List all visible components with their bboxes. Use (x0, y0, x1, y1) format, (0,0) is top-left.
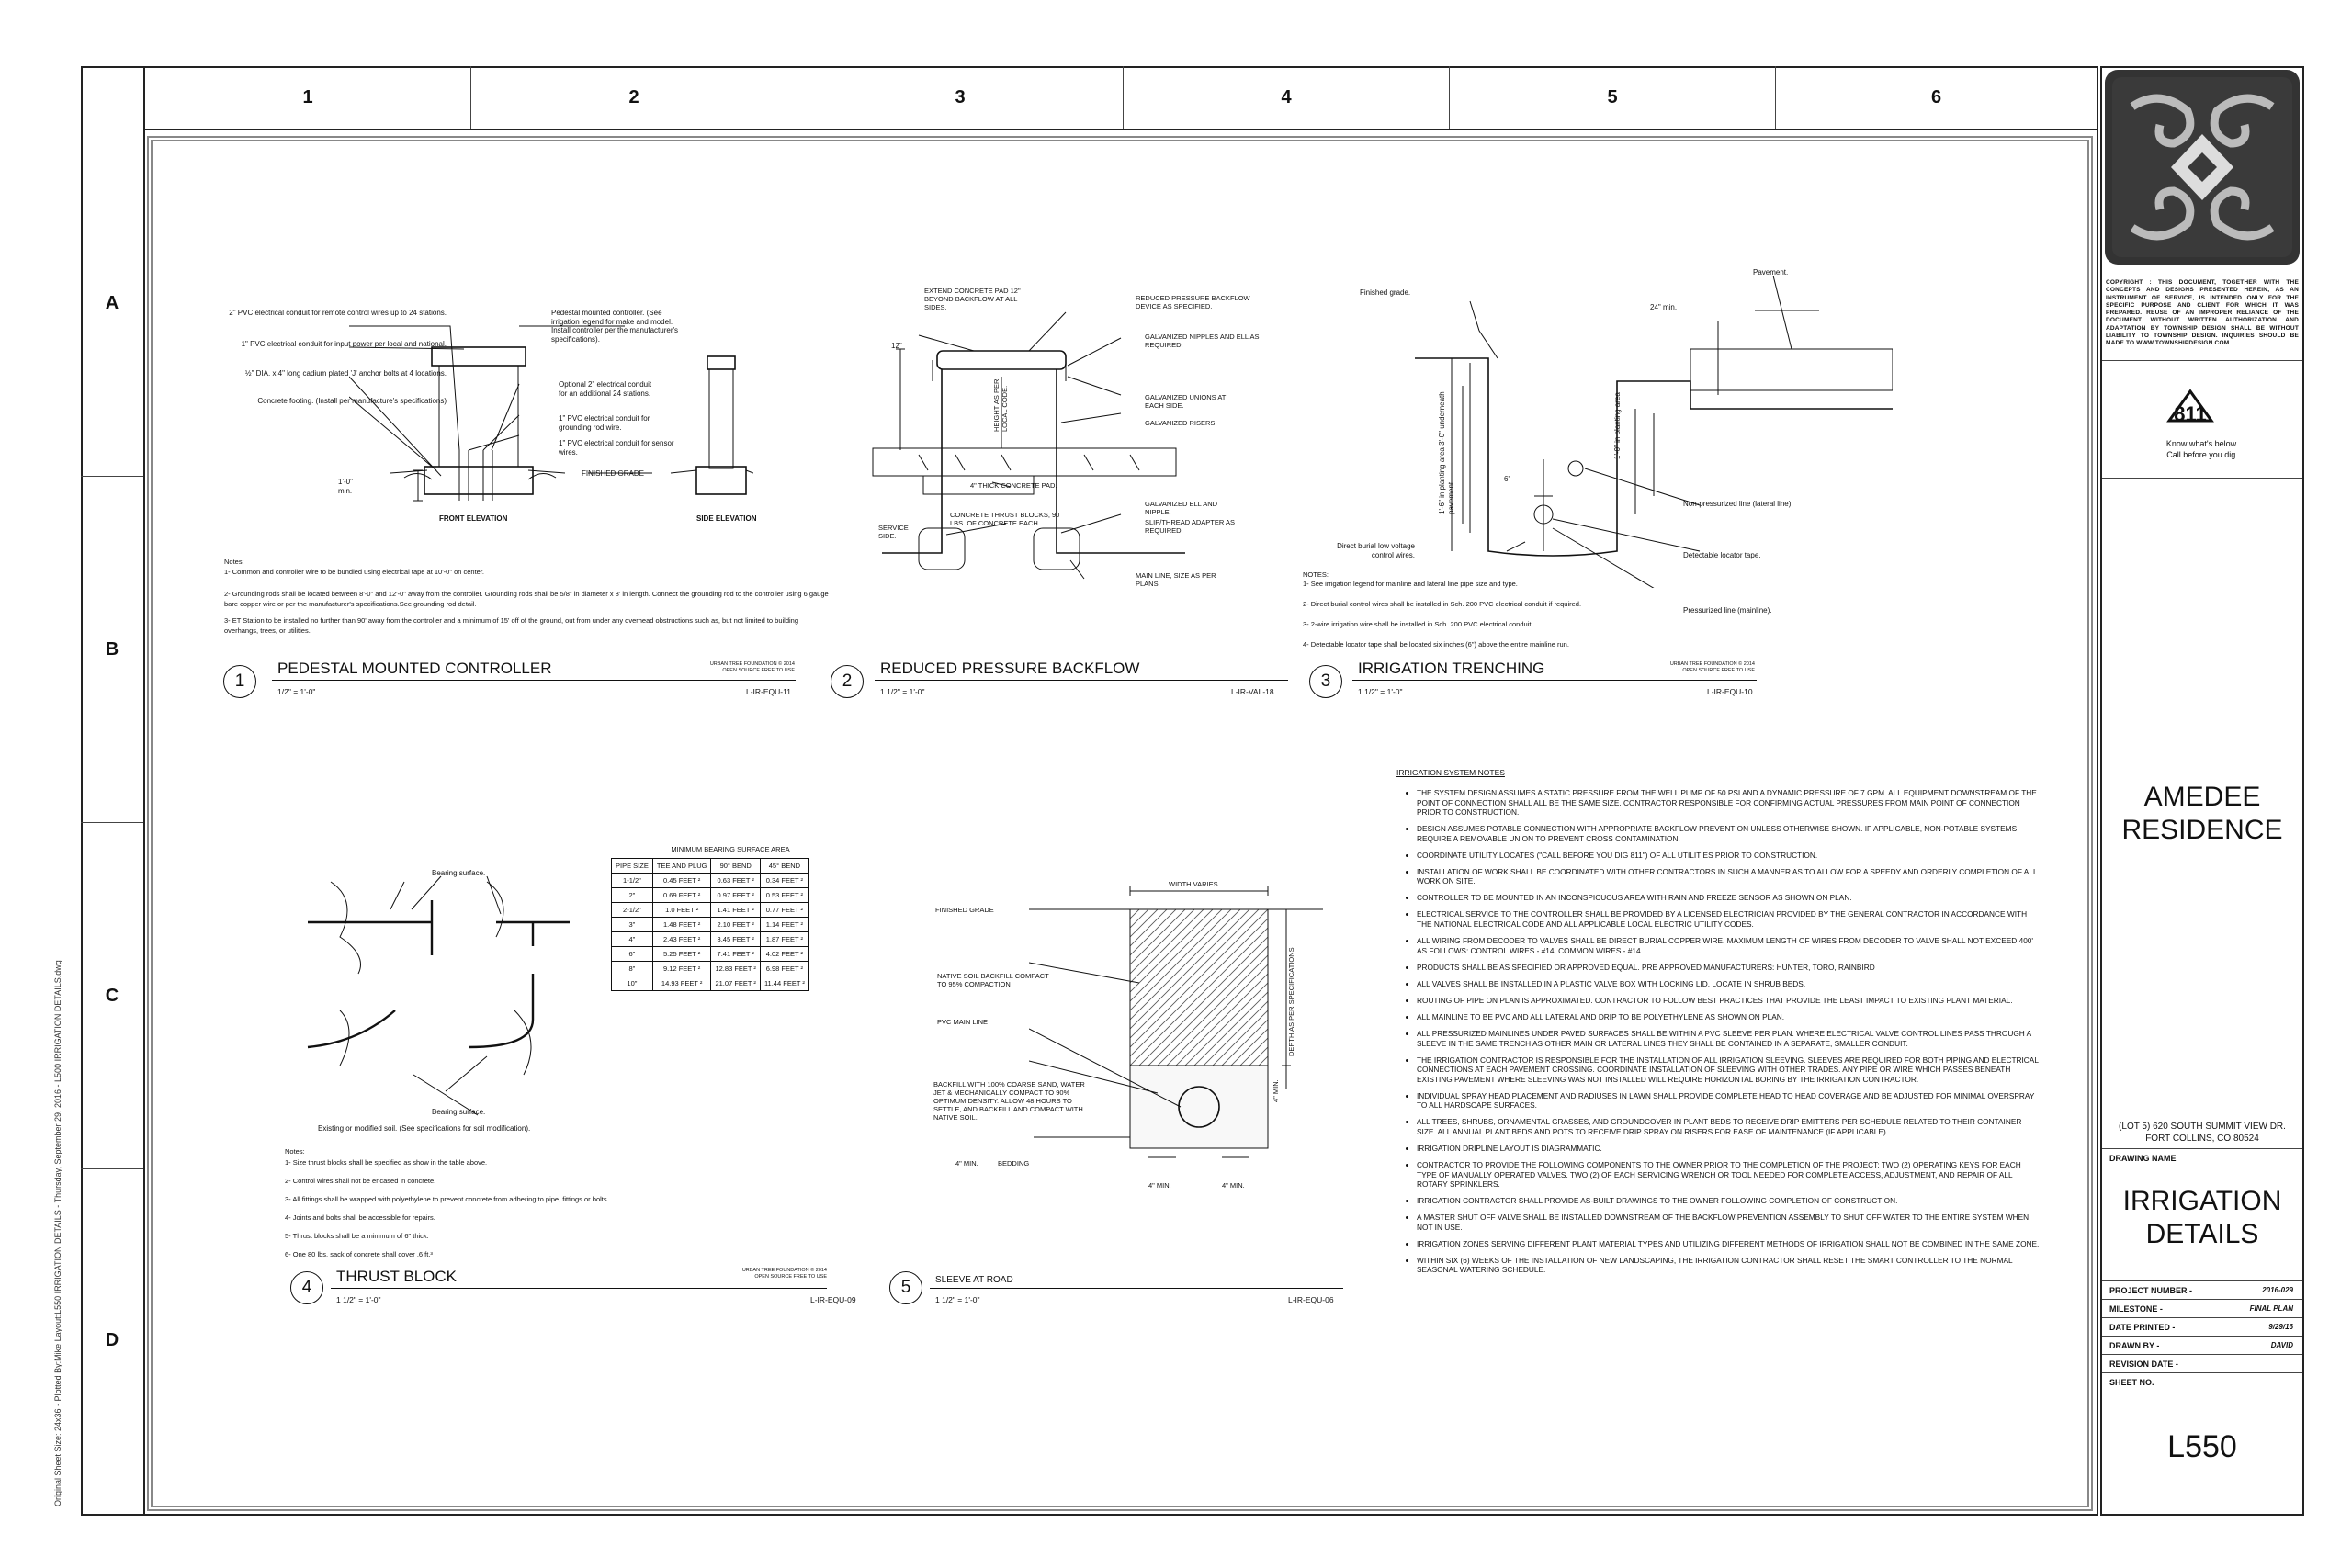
d5-label: 4" MIN. (956, 1159, 978, 1168)
row-grid-band (81, 66, 145, 1516)
address-line: FORT COLLINS, CO 80524 (2145, 1134, 2259, 1144)
system-note: • DESIGN ASSUMES POTABLE CONNECTION WITH APPROPRIATE BACKFLOW PREVENTION UNLESS OTHERWISE SHOWN. IF APPLICABLE, NON-POTABLE SYSTEMS REQUIRE A REMOVABLE UNION TO PREVENT CROSS CONTAMINATION. (1417, 824, 2040, 843)
table-cell: 7.41 FEET ² (711, 947, 760, 962)
d1-label: Pedestal mounted controller. (See irrigation legend for make and model. Install controller per the manufacturer's specifications). (551, 309, 679, 344)
system-note: • IRRIGATION ZONES SERVING DIFFERENT PLANT MATERIAL TYPES AND UTILIZING DIFFERENT METHODS OF IRRIGATION SHALL NOT BE COMBINED IN THE SAME ZONE. (1417, 1239, 2040, 1249)
drawn-by-row (2109, 1341, 2293, 1350)
bearing-table-title: MINIMUM BEARING SURFACE AREA (671, 845, 790, 853)
d3-label: Direct burial low voltage control wires. (1337, 542, 1415, 559)
grid-row-label: B (81, 477, 143, 823)
field-value: FINAL PLAN (2249, 1304, 2293, 1313)
table-cell: 9.12 FEET ² (652, 962, 711, 976)
d2-label: GALVANIZED UNIONS AT EACH SIDE. (1145, 393, 1227, 410)
plug-pipe (496, 922, 570, 946)
d4-label: Bearing surface. (432, 869, 486, 877)
project-address (2106, 1121, 2299, 1145)
detail-title: PEDESTAL MOUNTED CONTROLLER (277, 660, 552, 677)
tee-pipe (308, 900, 432, 955)
table-cell: 1.48 FEET ² (652, 918, 711, 932)
d4-note: 1- Size thrust blocks shall be specified as show in the table above. (285, 1158, 488, 1167)
d5-label: PVC MAIN LINE (937, 1018, 989, 1026)
d4-note: 5- Thrust blocks shall be a minimum of 6" thick. (285, 1232, 429, 1240)
table-header: 45° BEND (760, 859, 808, 874)
table-cell: 0.97 FEET ² (711, 888, 760, 903)
field-label: MILESTONE - (2109, 1304, 2163, 1314)
leader-lines (412, 876, 501, 1115)
table-cell: 6.98 FEET ² (760, 962, 808, 976)
system-note: • COORDINATE UTILITY LOCATES ("CALL BEFORE YOU DIG 811") OF ALL UTILITIES PRIOR TO CONSTRUCTION. (1417, 851, 2040, 861)
plot-stamp (53, 960, 72, 1516)
table-cell: 14.93 FEET ² (652, 976, 711, 991)
milestone-row (2109, 1304, 2293, 1314)
table-cell: 8" (612, 962, 653, 976)
detail-scale: 1 1/2" = 1'-0" (336, 1295, 381, 1304)
concrete-footing (424, 467, 533, 494)
date-printed-row (2109, 1323, 2293, 1332)
drawing-name (2106, 1185, 2299, 1251)
drawing-name-line: DETAILS (2145, 1219, 2259, 1249)
table-cell: 1.14 FEET ² (760, 918, 808, 932)
system-note: • ROUTING OF PIPE ON PLAN IS APPROXIMATED. CONTRACTOR TO FOLLOW BEST PRACTICES THAT PROVIDE THE LEAST IMPACT TO EXISTING PLANT MATERIAL. (1417, 996, 2040, 1006)
system-note: • A MASTER SHUT OFF VALVE SHALL BE INSTALLED DOWNSTREAM OF THE BACKFLOW PREVENTION ASSEMBLY TO SHUT OFF WATER TO THE ENTIRE SYSTEM WHEN NOT IN USE. (1417, 1213, 2040, 1232)
detail-code: L-IR-VAL-18 (1231, 687, 1274, 696)
title-divider (2102, 1372, 2302, 1373)
detail-number: 4 (290, 1271, 323, 1304)
table-cell: 3" (612, 918, 653, 932)
conduits (459, 450, 492, 501)
copyright-notice: COPYRIGHT : THIS DOCUMENT, TOGETHER WITH THE CONCEPTS AND DESIGNS PRESENTED HEREIN, AS AN INSTRUMENT OF SERVICE, IS INTENDED ONLY FOR THE SPECIFIC PURPOSE AND CLIENT FOR WHICH IT WAS PREPARED. REUSE OF AN IMPROPER RELIANCE OF THE DOCUMENT WITHOUT WRITTEN AUTHORIZATION AND ADAPTATION BY TOWNSHIP DESIGN SHALL BE WITHOUT LIABILITY TO TOWNSHIP DESIGN. INQUIRIES SHOULD BE MADE TO WWW.TOWNSHIPDESIGN.COM (2106, 279, 2299, 347)
table-cell: 6" (612, 947, 653, 962)
detail-number: 3 (1309, 665, 1342, 698)
detail-credit (717, 1268, 827, 1280)
table-cell: 2.43 FEET ² (652, 932, 711, 947)
d5-label: BACKFILL WITH 100% COARSE SAND, WATER JET & MECHANICALLY COMPACT TO 90% OPTIMUM DENSITY. ALLOW 48 HOURS TO SETTLE, AND BACKFILL AND COMPACT WITH NATIVE SOIL. (933, 1080, 1085, 1122)
d2-label: GALVANIZED ELL AND NIPPLE. (1145, 500, 1218, 516)
table-cell: 0.34 FEET ² (760, 874, 808, 888)
table-header: PIPE SIZE (612, 859, 653, 874)
d5-label: FINISHED GRADE (935, 906, 994, 914)
d3-label: Pavement. (1753, 268, 1789, 276)
field-label: SHEET NO. (2109, 1378, 2154, 1387)
d5-label: BEDDING (998, 1159, 1030, 1168)
d5-label: NATIVE SOIL BACKFILL COMPACT TO 95% COMPACTION (937, 972, 1049, 988)
table-cell: 11.44 FEET ² (760, 976, 808, 991)
d2-label: 4" THICK CONCRETE PAD. (970, 481, 1057, 490)
column-grid-band (145, 66, 2098, 130)
system-note: • IRRIGATION DRIPLINE LAYOUT IS DIAGRAMMATIC. (1417, 1144, 2040, 1154)
system-note: • INSTALLATION OF WORK SHALL BE COORDINATED WITH OTHER CONTRACTORS IN SUCH A MANNER AS TO ALLOW FOR A SPEEDY AND ORDERLY COMPLETION OF ALL WORK ON SITE. (1417, 867, 2040, 886)
d5-label: WIDTH VARIES (1169, 880, 1218, 888)
concrete-pad (873, 448, 1176, 476)
d3-label: Pressurized line (mainline). (1683, 606, 1772, 615)
dig-line: Call before you dig. (2166, 450, 2238, 459)
credit-line: OPEN SOURCE FREE TO USE (1682, 668, 1755, 673)
grid-column-label: 4 (1124, 66, 1450, 129)
system-note: • THE IRRIGATION CONTRACTOR IS RESPONSIBLE FOR THE INSTALLATION OF ALL IRRIGATION SLEEVING. SLEEVES ARE REQUIRED FOR BOTH PIPING AND ELECTRICAL CONNECTIONS AT EACH PAVEMENT CROSSING. COORDINATE INSTALLATION OF SLEEVING WITH OTHER TRADES. ANY PIPE OR WIRE WHICH PASSES BENEATH EXISTING PAVEMENT WHERE SLEEVING WAS NOT INSTALLED WILL REQUIRE HORIZONTAL BORING BY THE IRRIGATION CONTRACTOR. (1417, 1055, 2040, 1085)
irrigation-system-notes (1396, 768, 2040, 1281)
detail-title: SLEEVE AT ROAD (935, 1275, 1013, 1285)
system-note: • ALL VALVES SHALL BE INSTALLED IN A PLASTIC VALVE BOX WITH LOCKING LID. LOCATE IN SHRUB BEDS. (1417, 979, 2040, 989)
detail-code: L-IR-EQU-09 (810, 1295, 856, 1304)
project-name (2106, 781, 2299, 847)
native-backfill (1130, 909, 1268, 1066)
title-divider (2102, 1354, 2302, 1355)
soil-hatch-bottom (340, 1010, 531, 1075)
controller-pedestal (439, 366, 518, 467)
detail-scale: 1 1/2" = 1'-0" (880, 687, 925, 696)
table-cell: 0.77 FEET ² (760, 903, 808, 918)
detail-number: 5 (889, 1271, 922, 1304)
d1-notes-heading: Notes: (224, 558, 244, 566)
d1-note: 1- Common and controller wire to be bundled using electrical tape at 10'-0" on center. (224, 568, 485, 576)
table-cell: 0.45 FEET ² (652, 874, 711, 888)
sand-backfill (1130, 1066, 1268, 1148)
sheet-no-row (2109, 1378, 2293, 1387)
table-cell: 2.10 FEET ² (711, 918, 760, 932)
d3-note: 4- Detectable locator tape shall be located six inches (6") above the entire mainline run. (1303, 640, 1569, 649)
table-row (612, 947, 809, 962)
d2-label: EXTEND CONCRETE PAD 12" BEYOND BACKFLOW AT ALL SIDES. (924, 287, 1021, 311)
detail-number: 2 (831, 665, 864, 698)
d1-label: Optional 2" electrical conduit for an additional 24 stations. (559, 380, 652, 398)
d1-label: Concrete footing. (Install per manufacture's specifications) (257, 397, 447, 405)
ornament-logo-icon (2105, 70, 2300, 265)
title-rule (930, 1288, 1343, 1289)
system-note: • INDIVIDUAL SPRAY HEAD PLACEMENT AND RADIUSES IN LAWN SHALL PROVIDE COMPLETE HEAD TO HEAD COVERAGE AND BE ADJUSTED FOR MINIMAL OVERSPRAY TO ALL HARDSCAPE SURFACES. (1417, 1091, 2040, 1111)
table-row (612, 976, 809, 991)
table-cell: 0.63 FEET ² (711, 874, 760, 888)
side-grade-line (671, 470, 753, 473)
detail-scale: 1 1/2" = 1'-0" (935, 1295, 980, 1304)
d4-note: 4- Joints and bolts shall be accessible for repairs. (285, 1213, 435, 1222)
drawing-name-line: IRRIGATION (2122, 1186, 2282, 1216)
field-value: 9/29/16 (2268, 1323, 2293, 1331)
d3-note: 2- Direct burial control wires shall be installed in Sch. 200 PVC electrical conduit if required. (1303, 600, 1582, 608)
project-number-row (2109, 1286, 2293, 1295)
table-cell: 1.87 FEET ² (760, 932, 808, 947)
project-name-line: AMEDEE (2143, 782, 2261, 812)
detail-title: IRRIGATION TRENCHING (1358, 660, 1545, 677)
d1-label: 2" PVC electrical conduit for remote control wires up to 24 stations. (229, 309, 447, 317)
dimension-line (413, 470, 423, 501)
title-divider (2102, 478, 2302, 479)
grid-row-label: C (81, 823, 143, 1169)
dig-number: 811 (2174, 402, 2207, 425)
front-elevation-label: FRONT ELEVATION (439, 514, 508, 523)
table-cell: 5.25 FEET ² (652, 947, 711, 962)
table-row (612, 918, 809, 932)
grid-column-label: 5 (1450, 66, 1776, 129)
title-divider (2102, 1317, 2302, 1318)
table-cell: 4" (612, 932, 653, 947)
bearing-surface-table (611, 858, 809, 991)
d4-note: 3- All fittings shall be wrapped with polyethylene to prevent concrete from adhering to pipe, fittings or bolts. (285, 1195, 609, 1203)
table-cell: 10" (612, 976, 653, 991)
address-line: (LOT 5) 620 SOUTH SUMMIT VIEW DR. (2119, 1122, 2286, 1132)
title-divider (2102, 1336, 2302, 1337)
credit-line: URBAN TREE FOUNDATION © 2014 (1669, 661, 1755, 667)
side-cabinet-top (707, 356, 735, 369)
detail-credit (1645, 661, 1755, 674)
d1-label: 1" PVC electrical conduit for input power per local and national. (241, 340, 447, 348)
system-note: • ELECTRICAL SERVICE TO THE CONTROLLER SHALL BE PROVIDED BY A LICENSED ELECTRICIAN PROVIDED BY THE GENERAL CONTRACTOR IN ACCORDANCE WITH THE NATIONAL ELECTRICAL CODE AND ALL APPLICABLE LOCAL ELECTRIC UTILITY CODES. (1417, 909, 2040, 929)
title-rule (1352, 680, 1757, 681)
system-note: • ALL MAINLINE TO BE PVC AND ALL LATERAL AND DRIP TO BE POLYETHYLENE AS SHOWN ON PLAN. (1417, 1012, 2040, 1022)
side-footing (696, 467, 746, 494)
d2-label: SERVICE SIDE. (878, 524, 909, 540)
system-note: • IRRIGATION CONTRACTOR SHALL PROVIDE AS-BUILT DRAWINGS TO THE OWNER FOLLOWING COMPLETION OF CONSTRUCTION. (1417, 1196, 2040, 1206)
table-cell: 12.83 FEET ² (711, 962, 760, 976)
table-cell: 21.07 FEET ² (711, 976, 760, 991)
credit-line: OPEN SOURCE FREE TO USE (722, 668, 795, 673)
d2-label: GALVANIZED RISERS. (1145, 419, 1217, 427)
d5-label: 4" MIN. (1272, 1079, 1280, 1102)
table-cell: 2" (612, 888, 653, 903)
system-note: • ALL WIRING FROM DECODER TO VALVES SHALL BE DIRECT BURIAL COPPER WIRE. MAXIMUM LENGTH OF WIRES FROM DECODER TO VALVE SHALL NOT EXCEED 400' AS FOLLOWS: CONTROL WIRES - #14, COMMON WIRES - #14 (1417, 936, 2040, 955)
d3-label: 24" min. (1650, 303, 1678, 311)
detail-scale: 1/2" = 1'-0" (277, 687, 316, 696)
field-label: PROJECT NUMBER - (2109, 1286, 2193, 1295)
table-cell: 0.69 FEET ² (652, 888, 711, 903)
table-header: TEE AND PLUG (652, 859, 711, 874)
d2-label: REDUCED PRESSURE BACKFLOW DEVICE AS SPECIFIED. (1136, 294, 1250, 310)
d2-label: HEIGHT AS PER LOCAL CODE. (992, 378, 1009, 432)
title-divider (2102, 1280, 2302, 1281)
d4-label: Bearing surface. (432, 1108, 486, 1116)
table-row (612, 888, 809, 903)
table-cell: 1-1/2" (612, 874, 653, 888)
title-rule (272, 680, 796, 681)
d3-label: Detectable locator tape. (1683, 551, 1761, 559)
title-rule (875, 680, 1288, 681)
soil-hatch-top (331, 882, 503, 974)
credit-line: URBAN TREE FOUNDATION © 2014 (741, 1268, 827, 1273)
table-cell: 3.45 FEET ² (711, 932, 760, 947)
d3-notes-heading: NOTES: (1303, 570, 1329, 579)
system-note: • CONTRACTOR TO PROVIDE THE FOLLOWING COMPONENTS TO THE OWNER PRIOR TO THE COMPLETION OF THE PROJECT: TWO (2) OPERATING KEYS FOR EACH TYPE OF MANUALLY OPERATED VALVES. TWO (2) OF EACH SERVICING WRENCH OR TOOL NEEDED FOR COMPLETE ACCESS, ADJUSTMENT, AND REPAIR OF ALL ROTARY SPRINKLERS. (1417, 1160, 2040, 1190)
d2-label: MAIN LINE, SIZE AS PER PLANS. (1136, 571, 1216, 588)
detail-number: 1 (223, 665, 256, 698)
detail-code: L-IR-EQU-06 (1288, 1295, 1334, 1304)
title-divider (2102, 1148, 2302, 1149)
title-divider (2102, 360, 2302, 361)
lateral-line (1568, 461, 1583, 476)
table-header: 90° BEND (711, 859, 760, 874)
thrust-block-drawing (303, 845, 606, 1148)
bend-45 (308, 1010, 395, 1047)
d2-dimension: 12" (891, 342, 902, 350)
d1-note: 2- Grounding rods shall be located between 8'-0" and 12'-0" away from the controller. Grounding rods shall be 5/8" in diameter x 8' in length. Connect the grounding rod to the controller using 6 gauge bare copper wire or per the manufacturer's specifications.See grounding rod detail. (224, 590, 829, 608)
d1-label: 1" PVC electrical conduit for sensor wires. (559, 439, 674, 457)
firm-logo (2105, 70, 2300, 265)
system-note: • THE SYSTEM DESIGN ASSUMES A STATIC PRESSURE FROM THE WELL PUMP OF 50 PSI AND A DYNAMIC PRESSURE OF 7 GPM. ALL EQUIPMENT DOWNSTREAM OF THE POINT OF CONNECTION SHALL ALL BE THE SAME SIZE. CONTRACTOR RESPONSIBLE FOR CONFIRMING ACTUAL PRESSURES FROM MAIN POINT OF CONNECTION PRIOR TO CONSTRUCTION. (1417, 788, 2040, 818)
detail-credit (680, 661, 795, 674)
d4-note: 6- One 80 lbs. sack of concrete shall cover .6 ft.³ (285, 1250, 433, 1258)
d3-label: Non-pressurized line (lateral line). (1683, 500, 1793, 508)
sheet-number: L550 (2167, 1429, 2237, 1464)
d3-label: Finished grade. (1360, 288, 1411, 297)
d2-label: SLIP/THREAD ADAPTER AS REQUIRED. (1145, 518, 1235, 535)
detail-scale: 1 1/2" = 1'-0" (1358, 687, 1403, 696)
field-label: REVISION DATE - (2109, 1359, 2178, 1369)
table-row (612, 874, 809, 888)
backflow-device (937, 351, 1066, 369)
call-811-icon (2165, 384, 2215, 434)
d5-label: DEPTH AS PER SPECIFICATIONS (1287, 947, 1295, 1056)
drawing-name-label: DRAWING NAME (2109, 1154, 2177, 1163)
dig-line: Know what's below. (2165, 439, 2239, 448)
d3-note: 3- 2-wire irrigation wire shall be installed in Sch. 200 PVC electrical conduit. (1303, 620, 1533, 628)
d4-notes-heading: Notes: (285, 1147, 305, 1156)
d1-label: 1" PVC electrical conduit for grounding rod wire. (559, 414, 650, 432)
d1-label: FINISHED GRADE (582, 469, 645, 478)
table-row (612, 903, 809, 918)
field-value: 2016-029 (2262, 1286, 2293, 1294)
credit-line: URBAN TREE FOUNDATION © 2014 (709, 661, 795, 667)
project-name-line: RESIDENCE (2121, 815, 2283, 845)
d3-label: 1'-6" in planting area 3'-0" underneath pavement (1438, 391, 1455, 514)
table-cell: 1.41 FEET ² (711, 903, 760, 918)
d4-note: 2- Control wires shall not be encased in concrete. (285, 1177, 436, 1185)
controller-cabinet-top (432, 347, 526, 366)
soil-hatch (1452, 358, 1654, 551)
table-cell: 4.02 FEET ² (760, 947, 808, 962)
detail-title: REDUCED PRESSURE BACKFLOW (880, 660, 1140, 677)
table-row (612, 932, 809, 947)
d3-note: 1- See irrigation legend for mainline and lateral line pipe size and type. (1303, 580, 1518, 588)
detail-code: L-IR-EQU-10 (1707, 687, 1753, 696)
side-elevation-label: SIDE ELEVATION (696, 514, 757, 523)
pad-hatch (919, 455, 1139, 470)
system-note: • CONTROLLER TO BE MOUNTED IN AN INCONSPICUOUS AREA WITH RAIN AND FREEZE SENSOR AS SHOWN ON PLAN. (1417, 893, 2040, 903)
plot-stamp-text: Original Sheet Size: 24x36 - Plotted By:Mike Layout:L550 IRRIGATION DETAILS - Thursday, September 29, 2016 - L500 IRRIGATION DETAILS.dwg (53, 960, 62, 1506)
grid-column-label: 1 (145, 66, 471, 129)
system-notes-heading: IRRIGATION SYSTEM NOTES (1396, 768, 1505, 777)
detail-code: L-IR-EQU-11 (746, 687, 791, 696)
d2-label: CONCRETE THRUST BLOCKS, 90 LBS. OF CONCRETE EACH. (950, 511, 1060, 527)
system-note: • PRODUCTS SHALL BE AS SPECIFIED OR APPROVED EQUAL. PRE APPROVED MANUFACTURERS: HUNTER, TORO, RAINBIRD (1417, 963, 2040, 973)
table-cell: 1.0 FEET ² (652, 903, 711, 918)
d5-label: 4" MIN. (1148, 1181, 1171, 1190)
credit-line: OPEN SOURCE FREE TO USE (754, 1274, 827, 1280)
title-rule (331, 1288, 827, 1289)
bend-90 (469, 974, 533, 1047)
d1-dimension: 1'-0" min. (338, 478, 353, 495)
system-note: • ALL PRESSURIZED MAINLINES UNDER PAVED SURFACES SHALL BE WITHIN A PVC SLEEVE PER PLAN. WHERE ELECTRICAL VALVE CONTROL LINES PASS THROUGH A SLEEVE IN THE SAME TRENCH AS OTHER MAIN OR LATERAL LINES THEY SHALL BE CONTAINED IN A SEPARATE, SMALLER CONDUIT. (1417, 1029, 2040, 1048)
table-cell: 2-1/2" (612, 903, 653, 918)
field-label: DATE PRINTED - (2109, 1323, 2176, 1332)
leader-lines (919, 312, 1121, 579)
table-row (612, 962, 809, 976)
grid-column-label: 2 (471, 66, 797, 129)
grid-row-label: D (105, 1330, 119, 1350)
d4-label: Existing or modified soil. (See specifications for soil modification). (318, 1124, 531, 1133)
dim-12in (896, 349, 905, 450)
d2-label: GALVANIZED NIPPLES AND ELL AS REQUIRED. (1145, 333, 1260, 349)
d1-label: ½" DIA. x 4" long cadium plated 'J' anchor bolts at 4 locations. (244, 369, 447, 378)
field-label: DRAWN BY - (2109, 1341, 2160, 1350)
trenching-drawing (1415, 276, 1893, 588)
grid-row-label: A (81, 130, 143, 477)
field-value: DAVID (2270, 1341, 2293, 1349)
d5-label: 4" MIN. (1222, 1181, 1245, 1190)
grid-column-label: 6 (1930, 86, 1942, 107)
revision-date-row (2109, 1359, 2293, 1369)
pavement (1690, 349, 1893, 390)
system-note: • WITHIN SIX (6) WEEKS OF THE INSTALLATION OF NEW LANDSCAPING, THE IRRIGATION CONTRACTOR SHALL RESET THE SMART CONTROLLER TO THE NORMAL SEASONAL WATERING SCHEDULE. (1417, 1256, 2040, 1275)
d3-label: 1'-0" in planting area (1613, 392, 1622, 459)
leader-lines-2 (1507, 468, 1700, 588)
sleeve-drawing (1029, 882, 1323, 1176)
side-pedestal (709, 369, 733, 468)
d3-label: 6" (1504, 475, 1511, 483)
table-cell: 0.53 FEET ² (760, 888, 808, 903)
system-note: • ALL TREES, SHRUBS, ORNAMENTAL GRASSES, AND GROUNDCOVER IN PLANT BEDS TO RECEIVE DRIP EMITTERS PER SCHEDULE RELATED TO THEIR CONTAINER SIZE. ALL ANNUAL PLANT BEDS AND POTS TO RECEIVE DRIP SPRAY ON RISERS FOR EASE OF MAINTENANCE (IF APPLICABLE). (1417, 1117, 2040, 1136)
title-divider (2102, 1299, 2302, 1300)
d1-note: 3- ET Station to be installed no further than 90' away from the controller and a minimum of 15' off of the ground, out from under any overhead obstructions such as, but not limited to building overhangs, trees, or utilities. (224, 616, 799, 635)
grid-column-label: 3 (797, 66, 1124, 129)
detail-title: THRUST BLOCK (336, 1268, 457, 1285)
